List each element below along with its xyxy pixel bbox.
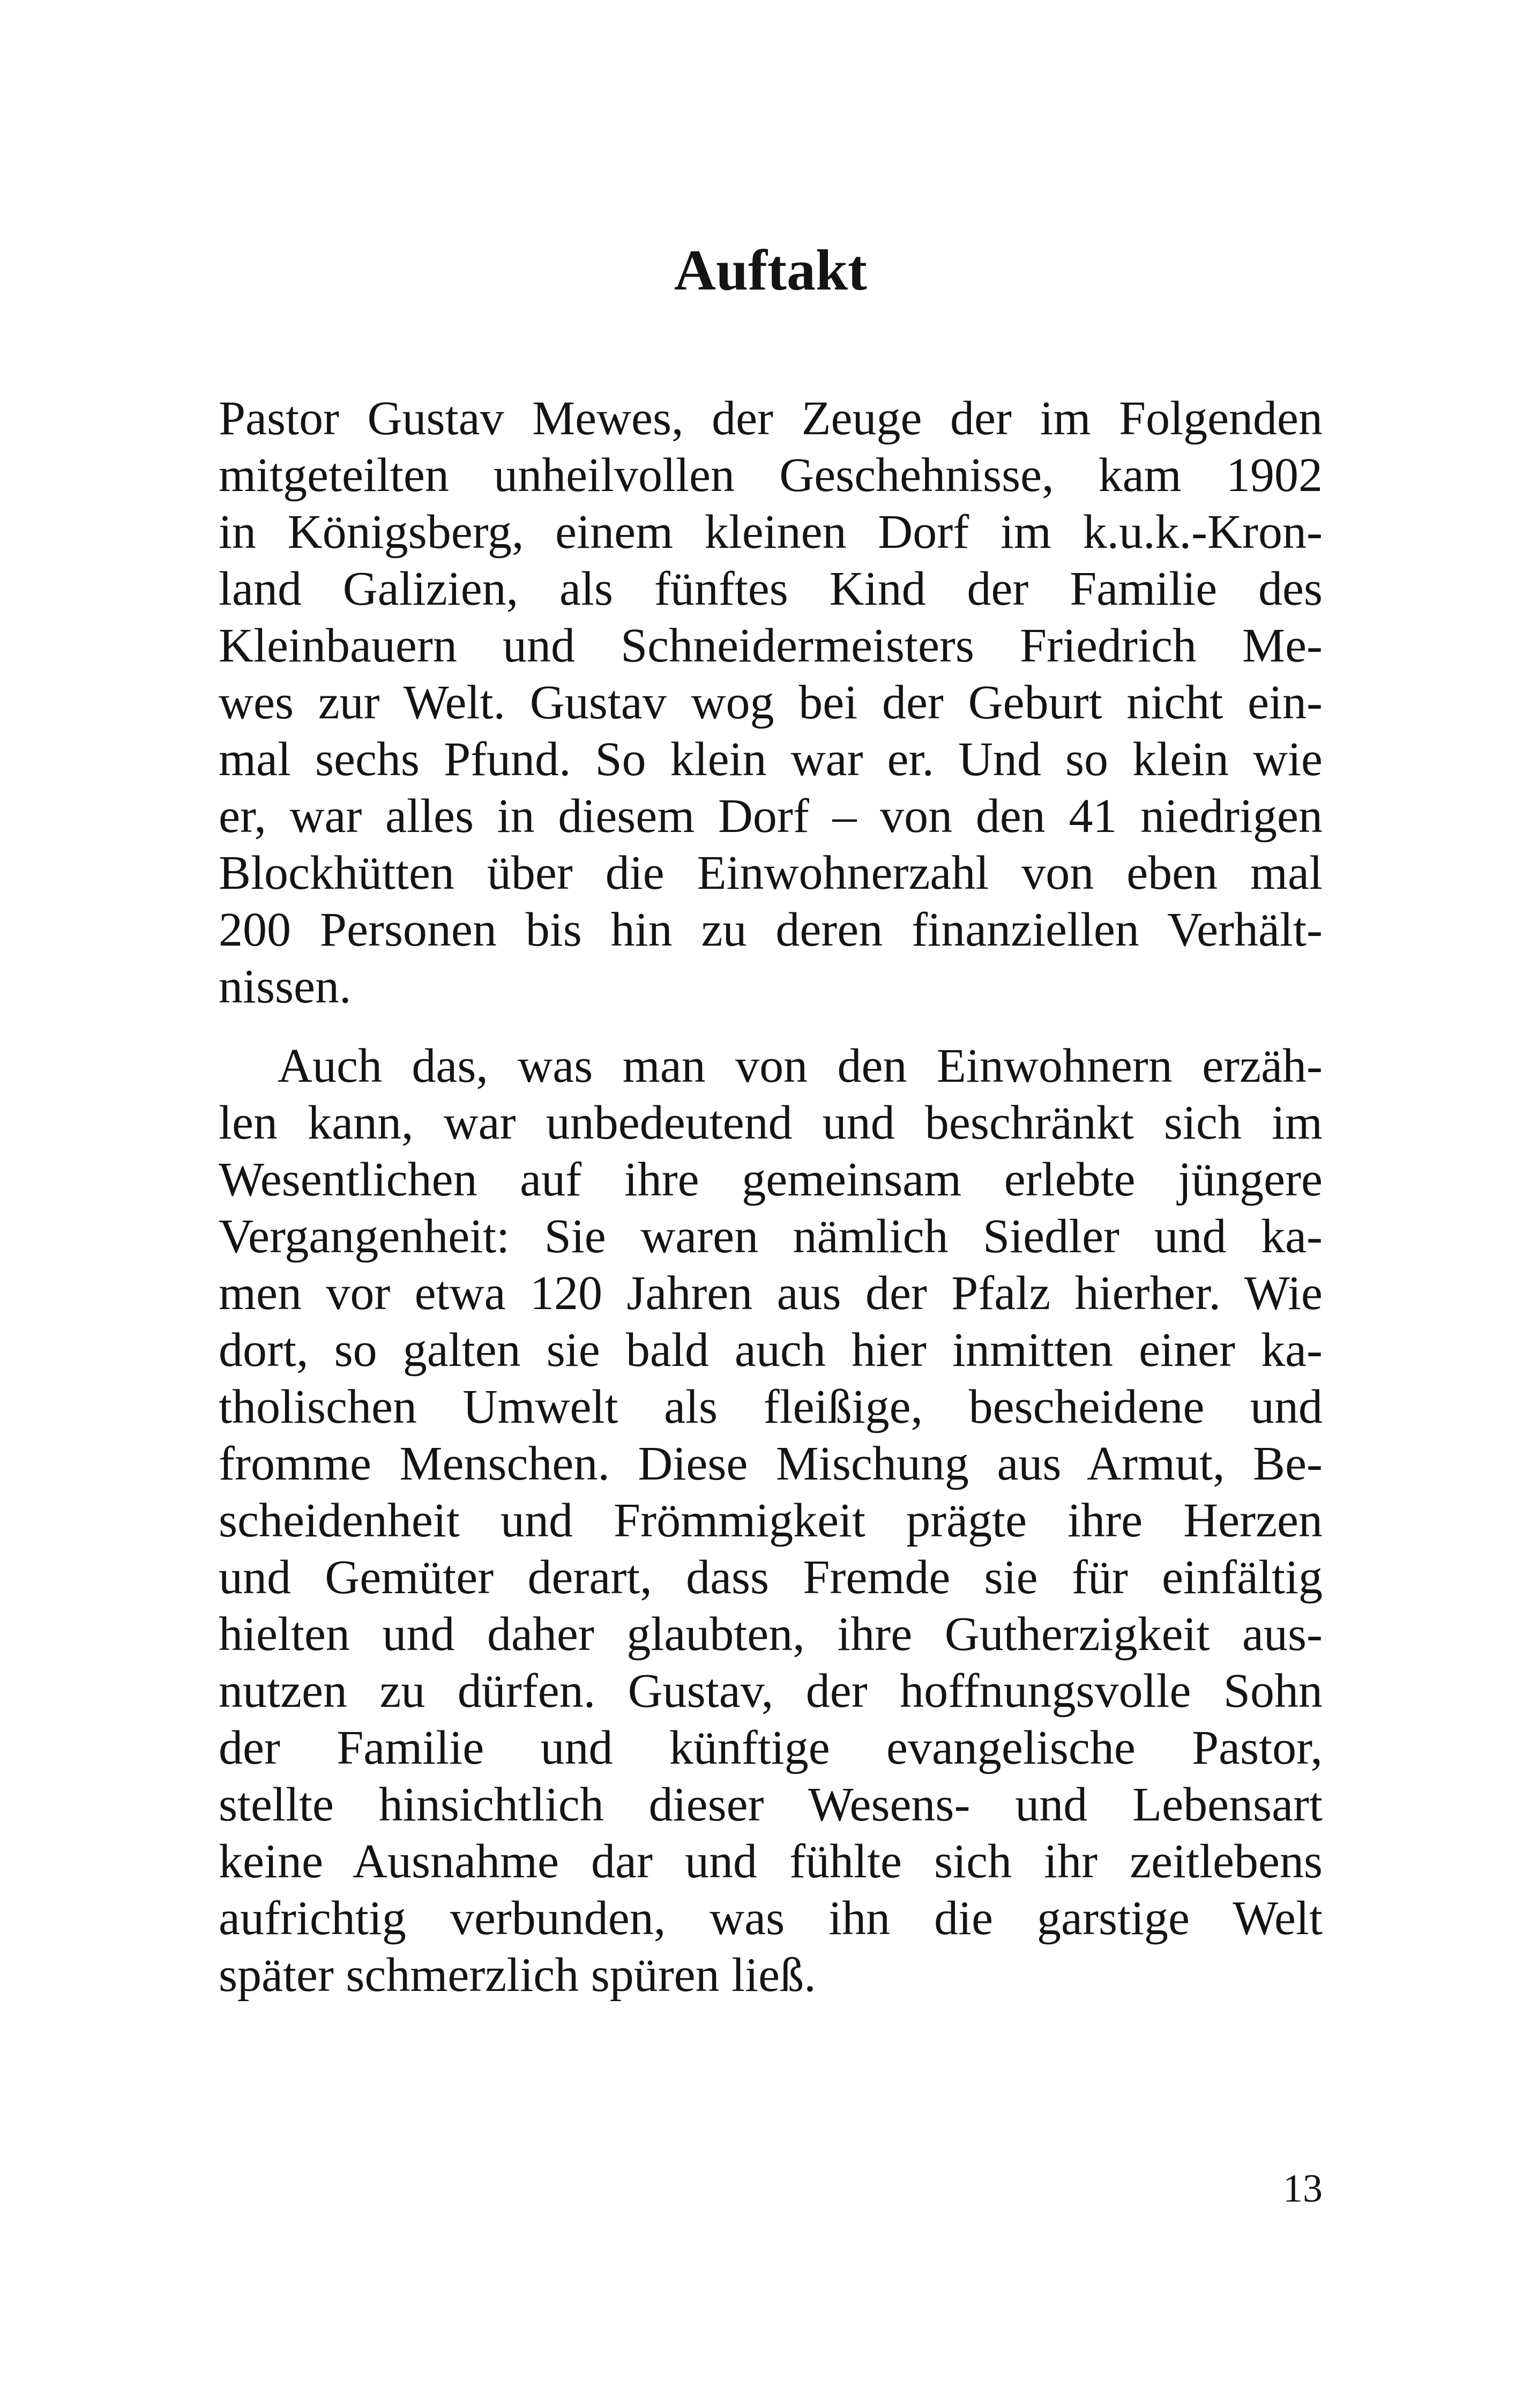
text-line: Wesentlichen auf ihre gemeinsam erlebte jüngere xyxy=(219,1153,1323,1206)
text-line: Vergangenheit: Sie waren nämlich Siedler und ka- xyxy=(219,1210,1323,1263)
text-line: hielten und daher glaubten, ihre Gutherzigkeit aus- xyxy=(219,1608,1323,1661)
text-line: scheidenheit und Frömmigkeit prägte ihre Herzen xyxy=(219,1494,1323,1547)
text-line: tholischen Umwelt als fleißige, bescheidene und xyxy=(219,1380,1323,1433)
text-line: Auch das, was man von den Einwohnern erzäh- xyxy=(278,1039,1323,1092)
text-line: der Familie und künftige evangelische Pastor, xyxy=(219,1721,1323,1774)
text-line: nissen. xyxy=(219,960,352,1013)
text-line: keine Ausnahme dar und fühlte sich ihr zeitlebens xyxy=(219,1835,1323,1888)
text-line: fromme Menschen. Diese Mischung aus Armut, Be- xyxy=(219,1437,1323,1490)
text-line: stellte hinsichtlich dieser Wesens- und Lebensart xyxy=(219,1778,1323,1831)
text-line: nutzen zu dürfen. Gustav, der hoffnungsvolle Sohn xyxy=(219,1664,1323,1718)
text-line: aufrichtig verbunden, was ihn die garstige Welt xyxy=(219,1892,1323,1945)
text-line: dort, so galten sie bald auch hier inmitten einer ka- xyxy=(219,1324,1323,1377)
text-line: in Königsberg, einem kleinen Dorf im k.u.k.-Kron- xyxy=(219,506,1323,559)
paragraph-2 xyxy=(219,1038,1323,2004)
text-line: Kleinbauern und Schneidermeisters Friedrich Me- xyxy=(219,619,1323,672)
book-page xyxy=(219,0,1323,2408)
text-line: mitgeteilten unheilvollen Geschehnisse, kam 1902 xyxy=(219,449,1323,502)
text-line: men vor etwa 120 Jahren aus der Pfalz hierher. Wie xyxy=(219,1267,1323,1320)
paragraph-1 xyxy=(219,390,1323,1015)
text-line: wes zur Welt. Gustav wog bei der Geburt nicht ein- xyxy=(219,676,1323,729)
text-line: er, war alles in diesem Dorf – von den 41 niedrigen xyxy=(219,790,1323,843)
chapter-title: Auftakt xyxy=(674,239,868,302)
text-line: mal sechs Pfund. So klein war er. Und so klein wie xyxy=(219,733,1323,786)
text-line: und Gemüter derart, dass Fremde sie für einfältig xyxy=(219,1551,1323,1604)
chapter-body xyxy=(219,390,1323,2004)
text-line: später schmerzlich spüren ließ. xyxy=(219,1949,816,2002)
text-line: land Galizien, als fünftes Kind der Familie des xyxy=(219,562,1323,615)
text-line: 200 Personen bis hin zu deren finanziellen Verhält- xyxy=(219,903,1323,956)
text-line: len kann, war unbedeutend und beschränkt sich im xyxy=(219,1096,1323,1149)
page-number: 13 xyxy=(1283,2167,1323,2211)
text-line: Blockhütten über die Einwohnerzahl von eben mal xyxy=(219,846,1323,900)
paragraph-gap xyxy=(219,1015,1323,1038)
text-line: Pastor Gustav Mewes, der Zeuge der im Folgenden xyxy=(219,392,1323,445)
